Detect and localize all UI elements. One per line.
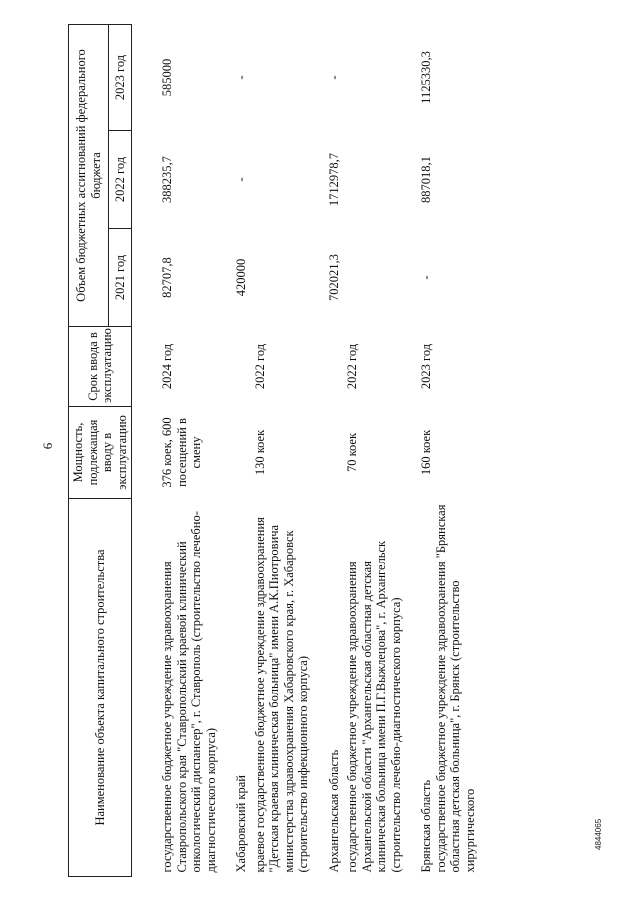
object-capacity: 160 коек bbox=[419, 429, 433, 476]
table-row bbox=[343, 24, 405, 876]
header-term: Срок ввода в эксплуатацию bbox=[69, 327, 132, 407]
table-row bbox=[313, 24, 344, 876]
page-number: 6 bbox=[40, 442, 55, 450]
header-name: Наименование объекта капитального строительства bbox=[69, 499, 132, 877]
object-name: государственное бюджетное учреждение здравоохранения Ставропольского края "Ставропольский краевой клинический онкологический диспансер", г. Ставрополь (строительство лечебно-диагностического корпуса) bbox=[160, 511, 218, 873]
object-name: государственное бюджетное учреждение здравоохранения "Брянская областная детская больница", г. Брянск (строительство хирургического bbox=[433, 504, 477, 873]
document-code: 4844065 bbox=[594, 818, 603, 850]
header-volume: Объем бюджетных ассигнований федерального бюджета bbox=[69, 24, 109, 326]
value-2023: 1125330,3 bbox=[419, 51, 433, 104]
object-name: государственное бюджетное учреждение здравоохранения Архангельской области "Архангельская областная детская клиническая больница имени П.Г.Выжлецова", г. Архангельск (строительство лечебно-диагностического корпуса) bbox=[345, 540, 403, 873]
capital-construction-table bbox=[68, 24, 479, 877]
object-term: 2022 год bbox=[252, 343, 267, 390]
header-2023: 2023 год bbox=[109, 24, 132, 130]
header-2022: 2022 год bbox=[109, 131, 132, 229]
value-2023: 585000 bbox=[160, 58, 174, 97]
table-row bbox=[251, 24, 313, 876]
value-2022: 388235,7 bbox=[160, 156, 174, 203]
header-capacity: Мощность, подлежащая вводу в эксплуатацию bbox=[69, 407, 132, 499]
rotated-table-region bbox=[68, 25, 623, 877]
value-2021: 702021,3 bbox=[326, 254, 341, 301]
object-capacity: 376 коек, 600 посещений в смену bbox=[160, 417, 203, 488]
value-2022: - bbox=[234, 177, 248, 182]
value-2022: 1712978,7 bbox=[326, 152, 341, 207]
object-capacity: 70 коек bbox=[345, 432, 359, 473]
table-row bbox=[405, 24, 479, 876]
region-name: Архангельская область bbox=[326, 749, 341, 873]
value-2021: 420000 bbox=[234, 258, 248, 297]
object-term: 2022 год bbox=[345, 343, 359, 390]
header-2021: 2021 год bbox=[109, 229, 132, 327]
object-term: 2023 год bbox=[419, 343, 433, 390]
region-name: Брянская область bbox=[419, 779, 433, 873]
table-row bbox=[220, 24, 251, 876]
value-2021: - bbox=[419, 275, 433, 280]
value-2023: - bbox=[326, 75, 341, 80]
value-2022: 887018,1 bbox=[419, 156, 433, 203]
value-2023: - bbox=[234, 75, 248, 80]
region-name: Хабаровский край bbox=[234, 775, 248, 873]
object-capacity: 130 коек bbox=[252, 429, 267, 476]
object-term: 2024 год bbox=[160, 343, 174, 390]
table-row bbox=[158, 24, 220, 876]
object-name: краевое государственное бюджетное учреждение здравоохранения "Детская краевая клиническая больница" имени А.К.Пиотровича министерства здравоохранения Хабаровского края, г. Хабаровск (строительство инфекционного корпуса) bbox=[252, 517, 310, 873]
value-2021: 82707,8 bbox=[160, 257, 174, 298]
